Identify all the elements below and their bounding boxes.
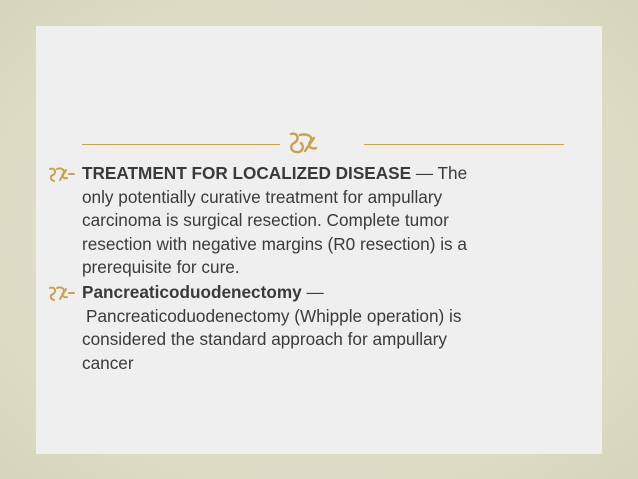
flourish-bullet-icon xyxy=(48,165,76,183)
body-line: prerequisite for cure. xyxy=(82,257,240,278)
heading-pancreaticoduodenectomy: Pancreaticoduodenectomy xyxy=(82,281,302,302)
title-divider xyxy=(82,134,564,156)
body-line: considered the standard approach for ampullary xyxy=(82,329,447,350)
flourish-bullet-icon xyxy=(48,284,76,302)
slide-body xyxy=(48,162,588,376)
body-line: Pancreaticoduodenectomy (Whipple operation) is xyxy=(86,305,462,326)
divider-line-left xyxy=(82,144,280,145)
bullet-point-whipple xyxy=(48,281,588,375)
heading-localized-disease: TREATMENT FOR LOCALIZED DISEASE xyxy=(82,163,412,183)
slide-canvas xyxy=(36,26,602,454)
body-line: only potentially curative treatment for ampullary xyxy=(82,186,443,207)
body-line: cancer xyxy=(82,352,134,373)
divider-line-right xyxy=(364,144,564,145)
dash-text: — The xyxy=(411,163,468,183)
ornament-flourish-icon xyxy=(288,130,318,156)
body-line: resection with negative margins (R0 resection) is a xyxy=(82,233,467,254)
dash-text: — xyxy=(301,281,324,302)
bullet-point-treatment xyxy=(48,162,588,280)
body-line: carcinoma is surgical resection. Complete tumor xyxy=(82,210,449,231)
